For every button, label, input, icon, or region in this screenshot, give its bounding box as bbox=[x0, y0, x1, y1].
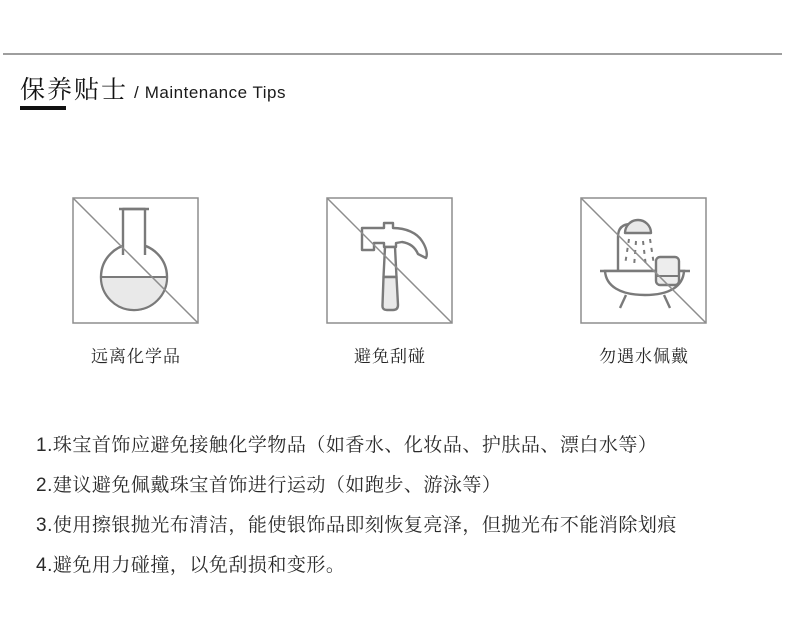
icon-caption-chemicals: 远离化学品 bbox=[91, 347, 181, 366]
tip-item-4: 4.避免用力碰撞，以免刮损和变形。 bbox=[36, 555, 346, 576]
maintenance-tips-list bbox=[36, 426, 766, 586]
section-header bbox=[20, 70, 286, 106]
section-title-zh: 保养贴士 bbox=[20, 76, 129, 104]
flask-prohibited-icon bbox=[72, 197, 200, 325]
hammer-prohibited-icon bbox=[326, 197, 454, 325]
tip-item-1: 1.珠宝首饰应避免接触化学物品（如香水、化妆品、护肤品、漂白水等） bbox=[36, 435, 658, 456]
care-icon-card-water bbox=[580, 197, 708, 325]
care-icon-card-scratch bbox=[326, 197, 454, 325]
title-underline bbox=[20, 106, 66, 110]
shower-prohibited-icon bbox=[580, 197, 708, 325]
section-title-en: Maintenance Tips bbox=[144, 83, 286, 102]
icon-caption-scratch: 避免刮碰 bbox=[354, 347, 426, 366]
tip-item-3: 3.使用擦银抛光布清洁，能使银饰品即刻恢复亮泽，但抛光布不能消除划痕 bbox=[36, 515, 677, 536]
icon-caption-water: 勿遇水佩戴 bbox=[599, 347, 689, 366]
tip-item-2: 2.建议避免佩戴珠宝首饰进行运动（如跑步、游泳等） bbox=[36, 475, 502, 496]
care-icon-card-chemicals bbox=[72, 197, 200, 325]
section-divider-line bbox=[3, 53, 782, 55]
title-separator: / bbox=[134, 83, 139, 102]
